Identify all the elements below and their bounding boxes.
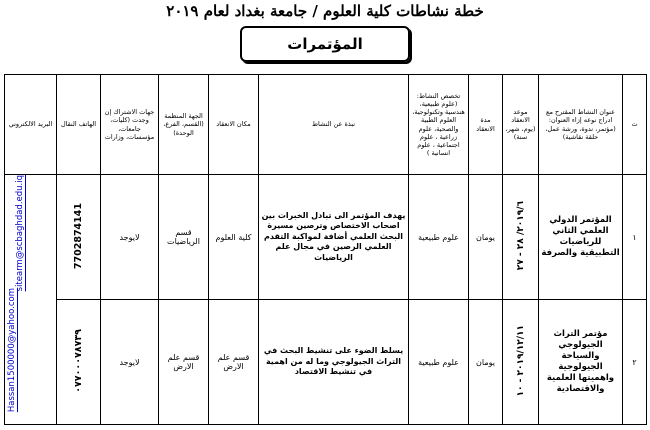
email-link[interactable]: Hassan1500000@yahoo.com [7, 288, 17, 413]
header-date: موعد الانعقاد (يوم، شهر، سنة) [503, 75, 539, 175]
activity-specialization: علوم طبيعية [409, 175, 469, 300]
activity-title-text: مؤتمر التراث الجيولوجي والسياحة الجيولوجية واهميتها العلمية والاقتصادية [546, 328, 615, 395]
row-number: ١ [623, 175, 647, 300]
activity-summary-text: يسلط الضوء على تنشيط البحث في التراث الجيولوجي وما له من اهمية في تنشيط الاقتصاد [263, 346, 404, 377]
header-venue: مكان الانعقاد [209, 75, 259, 175]
phone-number: ٠٧٧٠٠٠٧٨٧٣٩ [73, 329, 84, 393]
activity-date-text: ٢٠١٩/١٢/١١ - ١٠ [515, 325, 526, 397]
activity-venue: كلية العلوم [209, 175, 259, 300]
activity-summary [259, 175, 409, 300]
activity-date-text: ٢٠١٩/٦/ ٢٨ - ٢٧ [515, 201, 526, 271]
row-number: ٢ [623, 300, 647, 425]
table-header-row [5, 75, 647, 175]
activity-partners: لايوجد [101, 300, 159, 425]
header-email: البريد الالكتروني [5, 75, 57, 175]
table-row [5, 175, 647, 300]
header-organizer: الجهة المنظمة (القسم، الفرع، الوحدة) [159, 75, 209, 175]
table-row [5, 300, 647, 425]
activity-summary [259, 300, 409, 425]
activity-title-text: المؤتمر الدولي العلمي الثاني للرياضيات التطبيقية والصرفة [541, 214, 620, 259]
page-title: خطة نشاطات كلية العلوم / جامعة بغداد لعام ٢٠١٩ [166, 2, 484, 20]
header-phone: الهاتف النقال [57, 75, 101, 175]
email-link[interactable]: sitearm@scbaghdad.edu.iq [15, 175, 25, 292]
header-title: عنوان النشاط المقترح مع ادراج نوعه إزاء العنوان: (مؤتمر، ندوة، ورشة عمل، حلقة نقاشية) [539, 75, 623, 175]
activity-duration: يومان [469, 300, 503, 425]
header-partners: جهات الاشتراك إن وجدت (كليات، جامعات، مؤسسات، وزارات [101, 75, 159, 175]
activity-duration: يومان [469, 175, 503, 300]
phone-number: 7702874141 [73, 202, 84, 270]
activity-organizer: قسم علم الارض [159, 300, 209, 425]
activity-partners: لايوجد [101, 175, 159, 300]
activity-title [539, 175, 623, 300]
activity-title [539, 300, 623, 425]
activity-date [503, 300, 539, 425]
section-heading-box [240, 26, 410, 62]
activity-summary-text: يهدف المؤتمر الى تبادل الخبرات بين اصحاب الاختصاص وترصين مسيرة البحث العلمي أضافة لمواكبة التقدم العلمي الرصين في مجال علم الرياضيات [261, 211, 406, 262]
activity-specialization: علوم طبيعية [409, 300, 469, 425]
activity-organizer: قسم الرياضيات [159, 175, 209, 300]
activity-date [503, 175, 539, 300]
header-specialization: تخصص النشاط: (علوم طبيعية، هندسية وتكنولوجية، العلوم الطبية والصحية، علوم زراعية ، علوم اجتماعية ، علوم انسانية ) [409, 75, 469, 175]
section-title: المؤتمرات [287, 35, 363, 53]
header-number: ت [623, 75, 647, 175]
activities-table [4, 74, 647, 425]
activity-phone [57, 300, 101, 425]
header-summary: نبذة عن النشاط [259, 75, 409, 175]
activity-phone [57, 175, 101, 300]
activity-venue: قسم علم الارض [209, 300, 259, 425]
header-duration: مدة الانعقاد [469, 75, 503, 175]
